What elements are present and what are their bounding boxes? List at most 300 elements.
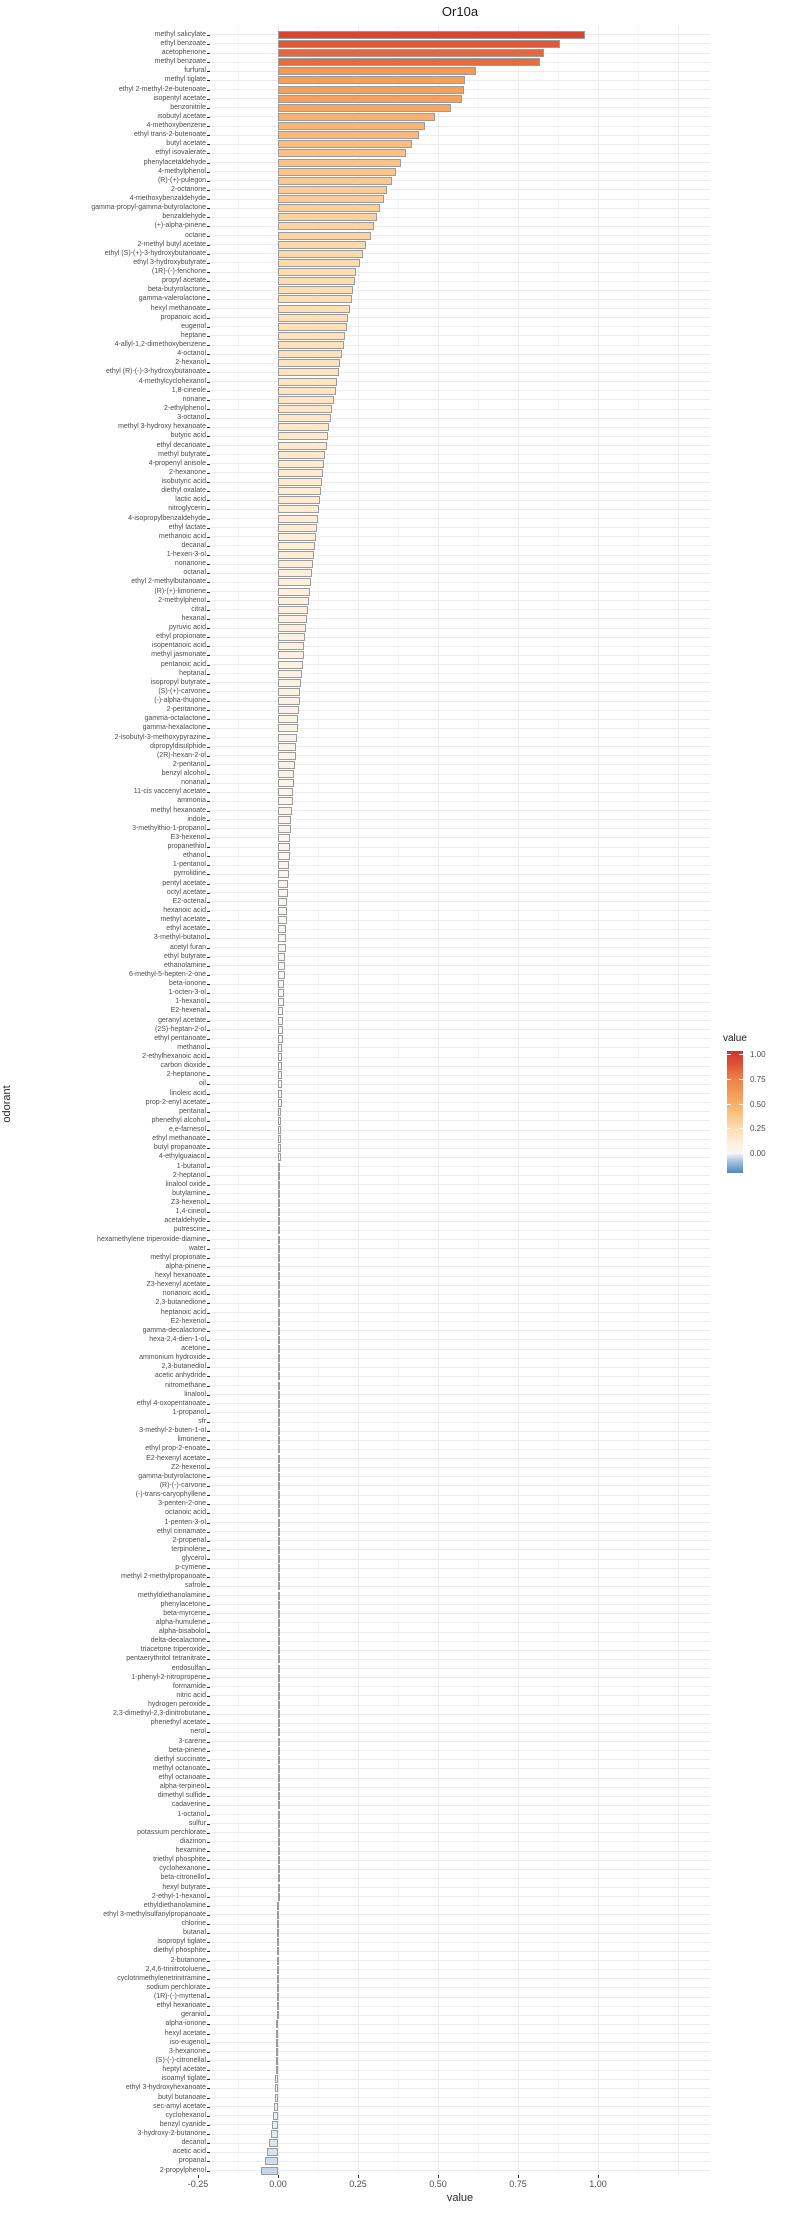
y-axis-tick (207, 674, 210, 675)
bar (278, 1756, 280, 1764)
bar (278, 1820, 280, 1828)
y-axis-label: acetic acid (172, 2148, 206, 2156)
legend-tick-mark (727, 1054, 731, 1055)
y-axis-label: ethyl (S)-(+)-3-hydroxybutanoate (104, 249, 206, 257)
y-axis-tick (207, 400, 210, 401)
gridline-vertical-major (358, 26, 359, 2175)
bar (278, 980, 284, 988)
gridline-horizontal (210, 1851, 710, 1852)
y-axis-tick (207, 1176, 210, 1177)
y-axis-label: 3-carene (178, 1737, 206, 1745)
y-axis-tick (207, 455, 210, 456)
bar (278, 989, 284, 997)
bar (278, 825, 291, 833)
bar (278, 788, 293, 796)
legend-tick-mark (727, 1153, 731, 1154)
x-axis-tick-label: 0.75 (509, 2179, 527, 2189)
plot-panel (210, 26, 710, 2175)
gridline-horizontal (210, 1741, 710, 1742)
gridline-horizontal (210, 1759, 710, 1760)
bar (278, 1628, 280, 1636)
gridline-horizontal (210, 1257, 710, 1258)
y-axis-label: citral (191, 605, 206, 613)
y-axis-tick (207, 1970, 210, 1971)
gridline-horizontal (210, 1184, 710, 1185)
bar (278, 1062, 282, 1070)
y-axis-label: oil (198, 1080, 206, 1088)
y-axis-tick (207, 1815, 210, 1816)
bar (278, 1874, 280, 1882)
gridline-horizontal (210, 1294, 710, 1295)
y-axis-label: 6-methyl-5-hepten-2-one (128, 970, 206, 978)
gridline-horizontal (210, 1814, 710, 1815)
y-axis-label: ethyl 2-methylbutanoate (131, 578, 206, 586)
y-axis-tick (207, 1778, 210, 1779)
bar (276, 2030, 278, 2038)
y-axis-label: methyl acetate (160, 916, 206, 924)
gridline-horizontal (210, 1047, 710, 1048)
y-axis-label: butyl propanoate (153, 1144, 206, 1152)
y-axis-label: 3-octanol (177, 414, 206, 422)
gridline-horizontal (210, 1595, 710, 1596)
gridline-horizontal (210, 1613, 710, 1614)
bar (278, 1473, 280, 1481)
gridline-vertical-major (438, 26, 439, 2175)
y-axis-label: 2,3-butanedione (155, 1299, 206, 1307)
y-axis-tick (207, 710, 210, 711)
y-axis-label: iso-eugenol (169, 2038, 206, 2046)
y-axis-label: phenylacetone (160, 1600, 206, 1608)
y-axis-tick (207, 1669, 210, 1670)
bar (278, 752, 296, 760)
gridline-horizontal (210, 1650, 710, 1651)
bar (278, 204, 380, 212)
gridline-horizontal (210, 1075, 710, 1076)
y-axis-tick (207, 90, 210, 91)
y-axis-tick (207, 1906, 210, 1907)
gridline-horizontal (210, 1412, 710, 1413)
bar (278, 807, 292, 815)
bar (277, 1902, 279, 1910)
bar (278, 1719, 280, 1727)
y-axis-tick (207, 747, 210, 748)
bar (278, 734, 297, 742)
y-axis-tick (207, 1787, 210, 1788)
bar (278, 843, 290, 851)
bar (278, 259, 360, 267)
y-axis-label: (S)-(-)-citronellal (155, 2056, 206, 2064)
y-axis-tick (207, 163, 210, 164)
bar (278, 1738, 280, 1746)
gridline-horizontal (210, 2152, 710, 2153)
bar (278, 1509, 280, 1517)
y-axis-label: glycerol (181, 1555, 206, 1562)
y-axis-tick (207, 1961, 210, 1962)
y-axis-tick (207, 546, 210, 547)
y-axis-tick (207, 135, 210, 136)
y-axis-label: safrole (184, 1582, 206, 1590)
y-axis-tick (207, 1860, 210, 1861)
bar (278, 1582, 280, 1590)
y-axis-tick (207, 1057, 210, 1058)
y-axis-label: nitroglycerin (168, 505, 206, 513)
bar (278, 761, 295, 769)
y-axis-label: cyclohexanone (159, 1865, 206, 1873)
y-axis-tick (207, 1915, 210, 1916)
bar (278, 1893, 280, 1901)
y-axis-label: diazinon (179, 1837, 206, 1845)
y-axis-tick (207, 245, 210, 246)
bar (278, 104, 451, 112)
bar (278, 1710, 280, 1718)
legend-tick-mark (727, 1104, 731, 1105)
gridline-horizontal (210, 1394, 710, 1395)
bar (278, 49, 544, 57)
bar (277, 1920, 279, 1928)
y-axis-label: methyl octanoate (152, 1764, 206, 1772)
y-axis-label: cyclohexanol (165, 2111, 206, 2119)
y-axis-tick (207, 628, 210, 629)
gridline-horizontal (210, 1969, 710, 1970)
y-axis-label: nitric acid (176, 1691, 206, 1699)
bar (278, 880, 288, 888)
y-axis-label: ethyl benzoate (160, 39, 206, 47)
bar (278, 305, 350, 313)
y-axis-label: hexyl acetate (164, 2029, 206, 2037)
y-axis-tick (207, 1924, 210, 1925)
y-axis-label: putrescine (173, 1226, 206, 1234)
y-axis-label: (-)-alpha-thujone (154, 697, 206, 705)
bar (278, 1208, 280, 1216)
gridline-horizontal (210, 1221, 710, 1222)
y-axis-label: decanol (181, 2139, 206, 2147)
y-axis-label: butyl butanoate (158, 2093, 206, 2101)
bar (278, 1847, 280, 1855)
y-axis-tick (207, 1240, 210, 1241)
bar (278, 323, 347, 331)
y-axis-tick (207, 582, 210, 583)
gridline-horizontal (210, 1476, 710, 1477)
legend-tick-mark (739, 1128, 743, 1129)
bar (278, 1026, 283, 1034)
y-axis-label: nonanal (181, 779, 206, 787)
y-axis-label: nonanoic acid (162, 1290, 206, 1298)
y-axis-tick (207, 1413, 210, 1414)
bar (278, 286, 353, 294)
y-axis-label: propanethiol (167, 843, 206, 851)
gridline-horizontal (210, 1695, 710, 1696)
y-axis-tick (207, 1358, 210, 1359)
y-axis-tick (207, 2116, 210, 2117)
y-axis-label: 4-methylphenol (158, 167, 206, 175)
y-axis-tick (207, 1742, 210, 1743)
bar (278, 916, 287, 924)
y-axis-label: ethyl propionate (156, 633, 206, 641)
bar (278, 642, 304, 650)
bar (278, 268, 356, 276)
y-axis-label: triethyl phosphite (153, 1856, 206, 1864)
y-axis-tick (207, 655, 210, 656)
y-axis-label: propanoic acid (160, 313, 206, 321)
y-axis-tick (207, 774, 210, 775)
gridline-vertical-major (678, 26, 679, 2175)
gridline-horizontal (210, 2115, 710, 2116)
y-axis-label: acetophenone (161, 49, 206, 57)
y-axis-label: hexa-2,4-dien-1-ol (149, 1335, 206, 1343)
y-axis-label: 2-isobutyl-3-methoxypyrazine (114, 733, 206, 741)
y-axis-label: ethyl lactate (168, 523, 206, 531)
bar (278, 1601, 280, 1609)
y-axis-tick (207, 1230, 210, 1231)
bar (276, 2020, 278, 2028)
y-axis-tick (207, 1030, 210, 1031)
gridline-horizontal (210, 1896, 710, 1897)
gridline-horizontal (210, 1093, 710, 1094)
y-axis-tick (207, 1386, 210, 1387)
bar (278, 122, 425, 130)
y-axis-label: sfr (198, 1418, 206, 1426)
bar (278, 1646, 280, 1654)
bar (278, 706, 299, 714)
y-axis-label: 2-heptanol (172, 1171, 206, 1179)
bar (278, 797, 293, 805)
y-axis-label: methyl salicylate (154, 30, 206, 38)
bar (278, 1199, 280, 1207)
y-axis-label: hydrogen peroxide (148, 1701, 206, 1709)
y-axis-tick (207, 592, 210, 593)
gridline-horizontal (210, 1376, 710, 1377)
gridline-horizontal (210, 1139, 710, 1140)
bar (278, 1245, 280, 1253)
y-axis-label: acetaldehyde (164, 1217, 206, 1225)
legend-tick-mark (727, 1079, 731, 1080)
y-axis-label: diethyl oxalate (161, 487, 206, 495)
y-axis-label: ethyl decanoate (156, 441, 206, 449)
bar (278, 1500, 280, 1508)
legend-colorbar (727, 1051, 743, 1173)
gridline-horizontal (210, 1084, 710, 1085)
gridline-horizontal (210, 2079, 710, 2080)
y-axis-label: butyl acetate (166, 140, 206, 148)
y-axis-label: 1-hexen-3-ol (166, 551, 206, 559)
bar (278, 1619, 280, 1627)
y-axis-tick (207, 756, 210, 757)
bar (278, 1838, 280, 1846)
y-axis-title: odorant (1, 1085, 13, 1123)
y-axis-tick (207, 2171, 210, 2172)
bar (278, 898, 287, 906)
gridline-horizontal (210, 1732, 710, 1733)
y-axis-label: gamma-hexalactone (142, 724, 206, 732)
y-axis-tick (207, 765, 210, 766)
gridline-horizontal (210, 1321, 710, 1322)
y-axis-label: ethyl acetate (166, 925, 206, 933)
bar (278, 186, 387, 194)
y-axis-label: hexyl methanoate (150, 304, 206, 312)
y-axis-label: ethyl (R)-(-)-3-hydroxybutanoate (106, 368, 206, 376)
y-axis-tick (207, 318, 210, 319)
y-axis-tick (207, 254, 210, 255)
gridline-horizontal (210, 1860, 710, 1861)
y-axis-label: 3-penten-2-one (158, 1500, 206, 1508)
y-axis-label: p-cymene (175, 1564, 206, 1572)
y-axis-tick (207, 2052, 210, 2053)
y-axis-label: 4-allyl-1,2-dimethoxybenzene (114, 341, 206, 349)
y-axis-label: eugenol (181, 322, 206, 330)
y-axis-label: E2-hexenyl acetate (146, 1454, 206, 1462)
bar (278, 1190, 280, 1198)
y-axis-label: endosulfan (171, 1664, 206, 1672)
y-axis-tick (207, 1678, 210, 1679)
y-axis-tick (207, 336, 210, 337)
bar (278, 140, 412, 148)
y-axis-label: benzyl cyanide (159, 2120, 206, 2128)
chart-title: Or10a (441, 4, 479, 19)
y-axis-tick (207, 2098, 210, 2099)
y-axis-label: potassium perchlorate (137, 1828, 206, 1836)
y-axis-label: 1-penten-3-ol (164, 1518, 206, 1526)
y-axis-tick (207, 1066, 210, 1067)
bar (278, 1610, 280, 1618)
bar (278, 1464, 280, 1472)
legend-tick-mark (739, 1104, 743, 1105)
y-axis-label: isopentyl acetate (153, 94, 206, 102)
bar (278, 1236, 280, 1244)
y-axis-label: 2,4,6-trinitrotoluene (145, 1965, 206, 1973)
gridline-horizontal (210, 1422, 710, 1423)
bar (278, 1281, 280, 1289)
y-axis-label: hexyl butyrate (162, 1883, 206, 1891)
y-axis-label: E2-hexenol (170, 1317, 206, 1325)
y-axis-tick (207, 1869, 210, 1870)
y-axis-label: indole (187, 815, 206, 823)
y-axis-label: hexanal (181, 614, 206, 622)
y-axis-tick (207, 692, 210, 693)
y-axis-tick (207, 829, 210, 830)
y-axis-label: ethyl hexanoate (156, 2002, 206, 2010)
y-axis-label: linalool oxide (165, 1180, 206, 1188)
bar (278, 1555, 280, 1563)
bar (278, 1765, 280, 1773)
y-axis-label: (2R)-hexan-2-ol (156, 751, 206, 759)
y-axis-tick (207, 1367, 210, 1368)
bar (278, 569, 312, 577)
y-axis-tick (207, 1075, 210, 1076)
bar (278, 314, 348, 322)
gridline-horizontal (210, 1120, 710, 1121)
bar (278, 1144, 281, 1152)
y-axis-label: (-)-trans-caryophyllene (135, 1491, 206, 1499)
bar (278, 1519, 280, 1527)
y-axis-label: benzonitrile (170, 103, 206, 111)
bar (278, 295, 352, 303)
y-axis-label: (2S)-heptan-2-ol (155, 1025, 206, 1033)
bar (277, 1938, 279, 1946)
bar (278, 1811, 280, 1819)
bar (278, 1254, 280, 1262)
y-axis-tick (207, 1167, 210, 1168)
y-axis-tick (207, 1577, 210, 1578)
gridline-horizontal (210, 1166, 710, 1167)
bar (278, 67, 476, 75)
gridline-horizontal (210, 1485, 710, 1486)
y-axis-tick (207, 1349, 210, 1350)
y-axis-label: pyrrolidine (173, 870, 206, 878)
y-axis-label: ethyl 3-methylsulfanylpropanoate (103, 1910, 206, 1918)
bar (278, 533, 316, 541)
y-axis-tick (207, 1623, 210, 1624)
bar (278, 670, 302, 678)
gridline-horizontal (210, 1796, 710, 1797)
y-axis-tick (207, 1641, 210, 1642)
bar (278, 1217, 280, 1225)
y-axis-tick (207, 966, 210, 967)
y-axis-label: geraniol (181, 2011, 206, 2019)
y-axis-label: octanal (183, 569, 206, 577)
gridline-horizontal (210, 1303, 710, 1304)
y-axis-tick (207, 1486, 210, 1487)
bar (278, 1071, 282, 1079)
y-axis-tick (207, 354, 210, 355)
y-axis-label: methanoic acid (158, 532, 206, 540)
gridline-horizontal (210, 1011, 710, 1012)
y-axis-label: 1-octanol (177, 1810, 206, 1818)
y-axis-label: 4-methylcyclohexanol (138, 377, 206, 385)
gridline-horizontal (210, 1604, 710, 1605)
y-axis-label: pentyl acetate (162, 879, 206, 887)
y-axis-label: triacetone triperoxide (140, 1646, 206, 1654)
y-axis-tick (207, 573, 210, 574)
bar (278, 1427, 280, 1435)
bar (278, 1655, 280, 1663)
bar (278, 688, 300, 696)
y-axis-label: (1R)-(-)-fenchone (151, 268, 206, 276)
y-axis-tick (207, 1723, 210, 1724)
y-axis-label: 4-isopropylbenzaldehyde (128, 514, 206, 522)
bar (275, 2084, 278, 2092)
y-axis-label: beta-pinene (169, 1746, 206, 1754)
y-axis-tick (207, 1979, 210, 1980)
y-axis-label: methyl 2-methylpropanoate (121, 1573, 206, 1581)
bar (278, 1592, 280, 1600)
y-axis-label: geranyl acetate (158, 1016, 206, 1024)
bar (278, 1455, 280, 1463)
y-axis-tick (207, 2134, 210, 2135)
bar (278, 551, 314, 559)
gridline-horizontal (210, 1212, 710, 1213)
y-axis-label: gamma-decalactone (142, 1326, 206, 1334)
gridline-vertical-minor (238, 26, 239, 2175)
bar (278, 779, 294, 787)
y-axis-tick (207, 1094, 210, 1095)
bar (278, 1299, 280, 1307)
y-axis-tick (207, 2043, 210, 2044)
x-axis-tick-label: 0.50 (429, 2179, 447, 2189)
bar (278, 1345, 280, 1353)
legend-tick-label: 1.00 (750, 1049, 766, 1059)
y-axis-label: 1-pentanol (172, 861, 206, 869)
y-axis-label: 2-ethyl-1-hexanol (151, 1892, 206, 1900)
y-axis-tick (207, 929, 210, 930)
x-axis-tick (438, 2175, 439, 2178)
y-axis-tick (207, 217, 210, 218)
y-axis-label: ethyl pentanoate (154, 1034, 206, 1042)
bar (278, 889, 288, 897)
gridline-horizontal (210, 1157, 710, 1158)
bar (278, 213, 377, 221)
bar (278, 907, 287, 915)
y-axis-label: heptane (180, 331, 206, 339)
